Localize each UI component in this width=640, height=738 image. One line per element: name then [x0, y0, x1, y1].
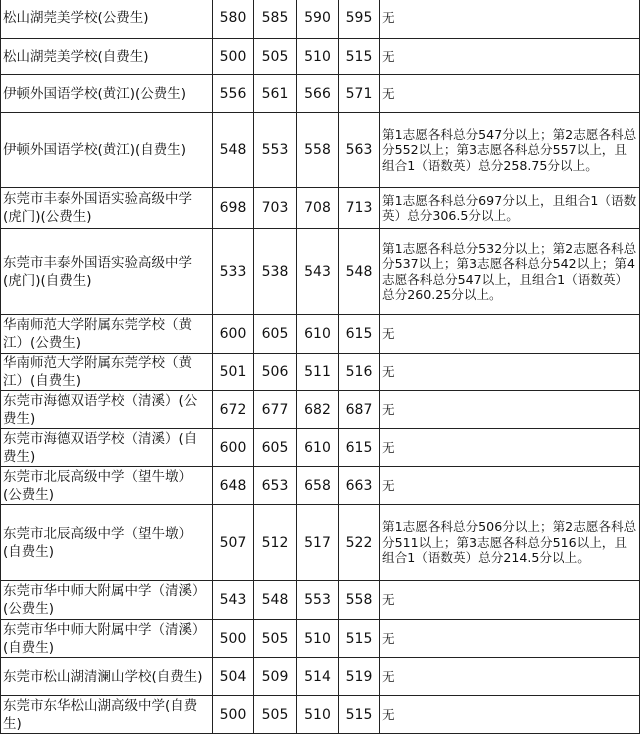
score-cell-3: 543 [297, 229, 339, 315]
score-cell-2: 677 [254, 391, 297, 429]
school-name-cell: 松山湖莞美学校(自费生) [1, 39, 213, 75]
score-cell-4: 519 [339, 658, 380, 696]
requirement-note-cell: 第1志愿各科总分697分以上，且组合1（语数英）总分306.5分以上。 [380, 188, 640, 229]
score-cell-1: 500 [213, 620, 254, 658]
table-row [1, 581, 640, 620]
score-cell-1: 580 [213, 0, 254, 39]
table-row [1, 229, 640, 315]
requirement-note-cell: 无 [380, 75, 640, 113]
requirement-note-cell: 第1志愿各科总分547分以上；第2志愿各科总分552以上；第3志愿各科总分557以上，且组合1（语数英）总分258.75分以上。 [380, 113, 640, 188]
school-name-cell: 东莞市丰泰外国语实验高级中学(虎门)(公费生) [1, 188, 213, 229]
school-name-cell: 东莞市华中师大附属中学（清溪）(公费生) [1, 581, 213, 620]
score-cell-4: 558 [339, 581, 380, 620]
score-cell-3: 511 [297, 354, 339, 391]
table-row [1, 696, 640, 734]
school-name-cell: 华南师范大学附属东莞学校（黄江）(自费生) [1, 354, 213, 391]
score-cell-2: 505 [254, 696, 297, 734]
score-cell-2: 561 [254, 75, 297, 113]
score-cell-3: 553 [297, 581, 339, 620]
score-cell-3: 590 [297, 0, 339, 39]
score-cell-2: 506 [254, 354, 297, 391]
score-cell-2: 653 [254, 467, 297, 505]
score-cell-1: 501 [213, 354, 254, 391]
requirement-note-cell: 无 [380, 429, 640, 467]
table-row [1, 354, 640, 391]
score-cell-3: 566 [297, 75, 339, 113]
requirement-note-cell: 无 [380, 696, 640, 734]
score-cell-3: 558 [297, 113, 339, 188]
score-cell-2: 505 [254, 620, 297, 658]
table-row [1, 467, 640, 505]
table-row [1, 658, 640, 696]
requirement-note-cell: 无 [380, 0, 640, 39]
score-cell-2: 605 [254, 429, 297, 467]
score-cell-1: 600 [213, 429, 254, 467]
school-name-cell: 东莞市华中师大附属中学（清溪）(自费生) [1, 620, 213, 658]
requirement-note-cell: 无 [380, 391, 640, 429]
score-cell-4: 515 [339, 620, 380, 658]
table-row [1, 620, 640, 658]
requirement-note-cell: 第1志愿各科总分532分以上；第2志愿各科总分537以上；第3志愿各科总分542以上；第4志愿各科总分547以上，且组合1（语数英）总分260.25分以上。 [380, 229, 640, 315]
score-cell-3: 510 [297, 39, 339, 75]
score-cell-3: 510 [297, 696, 339, 734]
score-cell-1: 500 [213, 696, 254, 734]
score-cell-4: 687 [339, 391, 380, 429]
score-cell-4: 713 [339, 188, 380, 229]
score-cell-2: 505 [254, 39, 297, 75]
school-name-cell: 东莞市北辰高级中学（望牛墩）(自费生) [1, 505, 213, 581]
table-row [1, 39, 640, 75]
score-cell-4: 515 [339, 696, 380, 734]
score-cell-4: 595 [339, 0, 380, 39]
score-cell-1: 533 [213, 229, 254, 315]
score-cell-4: 615 [339, 429, 380, 467]
school-name-cell: 东莞市北辰高级中学（望牛墩）(公费生) [1, 467, 213, 505]
score-cell-4: 563 [339, 113, 380, 188]
score-cell-2: 703 [254, 188, 297, 229]
score-cell-1: 500 [213, 39, 254, 75]
school-name-cell: 东莞市松山湖清澜山学校(自费生) [1, 658, 213, 696]
score-cell-2: 553 [254, 113, 297, 188]
score-cell-1: 543 [213, 581, 254, 620]
score-cell-4: 571 [339, 75, 380, 113]
requirement-note-cell: 无 [380, 354, 640, 391]
score-cell-2: 585 [254, 0, 297, 39]
score-cell-4: 516 [339, 354, 380, 391]
school-name-cell: 伊顿外国语学校(黄江)(公费生) [1, 75, 213, 113]
table-body [1, 0, 640, 734]
school-name-cell: 伊顿外国语学校(黄江)(自费生) [1, 113, 213, 188]
score-cell-1: 672 [213, 391, 254, 429]
requirement-note-cell: 无 [380, 467, 640, 505]
score-cell-3: 658 [297, 467, 339, 505]
score-cell-4: 515 [339, 39, 380, 75]
school-name-cell: 松山湖莞美学校(公费生) [1, 0, 213, 39]
score-cell-3: 682 [297, 391, 339, 429]
school-name-cell: 华南师范大学附属东莞学校（黄江）(公费生) [1, 315, 213, 354]
requirement-note-cell: 无 [380, 315, 640, 354]
table-row [1, 505, 640, 581]
score-cell-4: 548 [339, 229, 380, 315]
score-cell-3: 708 [297, 188, 339, 229]
score-cell-2: 509 [254, 658, 297, 696]
score-cell-1: 548 [213, 113, 254, 188]
score-cell-2: 548 [254, 581, 297, 620]
score-cell-1: 648 [213, 467, 254, 505]
score-cell-3: 510 [297, 620, 339, 658]
score-cell-2: 538 [254, 229, 297, 315]
table-row [1, 429, 640, 467]
table-row [1, 315, 640, 354]
score-cell-2: 512 [254, 505, 297, 581]
requirement-note-cell: 无 [380, 620, 640, 658]
score-cell-4: 663 [339, 467, 380, 505]
score-cell-3: 610 [297, 429, 339, 467]
score-cell-3: 517 [297, 505, 339, 581]
score-cell-1: 698 [213, 188, 254, 229]
score-cell-4: 615 [339, 315, 380, 354]
table-row [1, 188, 640, 229]
score-cell-3: 610 [297, 315, 339, 354]
requirement-note-cell: 无 [380, 658, 640, 696]
requirement-note-cell: 无 [380, 39, 640, 75]
school-name-cell: 东莞市海德双语学校（清溪）(自费生) [1, 429, 213, 467]
table-row [1, 391, 640, 429]
score-cell-1: 600 [213, 315, 254, 354]
requirement-note-cell: 第1志愿各科总分506分以上；第2志愿各科总分511以上；第3志愿各科总分516以上，且组合1（语数英）总分214.5分以上。 [380, 505, 640, 581]
table-row [1, 113, 640, 188]
school-name-cell: 东莞市东华松山湖高级中学(自费生) [1, 696, 213, 734]
table-row [1, 75, 640, 113]
school-name-cell: 东莞市海德双语学校（清溪）(公费生) [1, 391, 213, 429]
score-cell-1: 556 [213, 75, 254, 113]
requirement-note-cell: 无 [380, 581, 640, 620]
score-cell-4: 522 [339, 505, 380, 581]
table-row [1, 0, 640, 39]
school-name-cell: 东莞市丰泰外国语实验高级中学(虎门)(自费生) [1, 229, 213, 315]
score-cell-3: 514 [297, 658, 339, 696]
score-cell-1: 507 [213, 505, 254, 581]
score-cell-2: 605 [254, 315, 297, 354]
score-cell-1: 504 [213, 658, 254, 696]
